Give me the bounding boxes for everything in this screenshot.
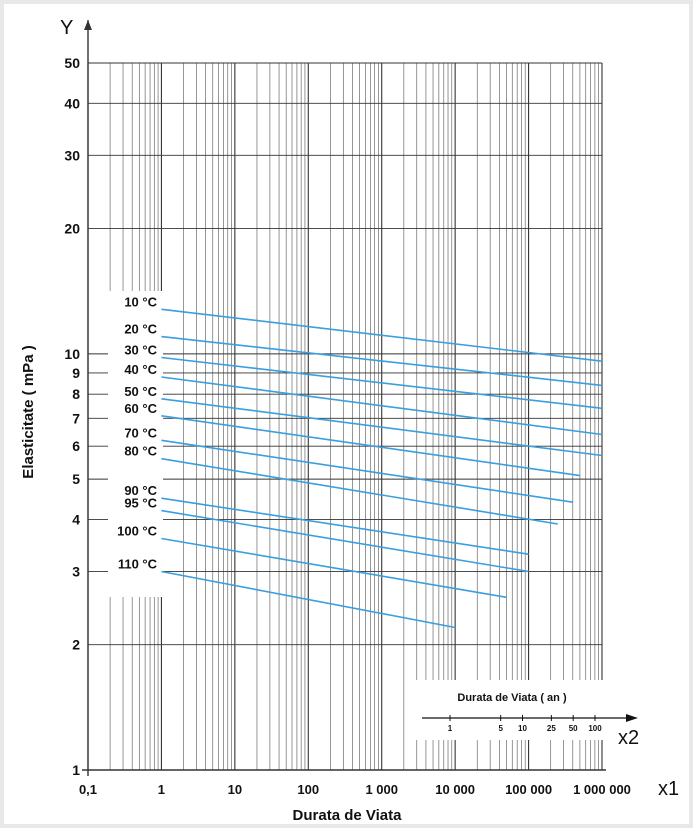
series-label: 90 °C xyxy=(124,483,157,499)
y-tick-label: 40 xyxy=(64,95,80,112)
series-label: 50 °C xyxy=(124,383,157,399)
y-tick-label: 10 xyxy=(64,345,80,362)
y-tick-label: 6 xyxy=(72,438,80,455)
inset-tick-label: 1 xyxy=(447,724,453,733)
series-label: 80 °C xyxy=(124,443,157,459)
series-label: 30 °C xyxy=(124,342,157,358)
y-tick-label: 4 xyxy=(72,511,80,528)
x-tick-label: 1 000 xyxy=(365,782,398,797)
series-label: 60 °C xyxy=(124,400,157,416)
y-tick-label: 8 xyxy=(72,386,80,403)
y-tick-label: 9 xyxy=(72,364,80,381)
y-tick-label: 7 xyxy=(72,410,80,427)
x-tick-label: 100 xyxy=(297,782,320,797)
inset-tick-label: 5 xyxy=(498,724,503,733)
y-tick-label: 3 xyxy=(72,563,80,580)
inset-box xyxy=(414,680,608,740)
x-axis-marker: x1 xyxy=(658,778,680,800)
series-label: 10 °C xyxy=(124,294,157,310)
x-tick-label: 0,1 xyxy=(78,782,98,797)
series-label: 40 °C xyxy=(124,361,157,377)
y-tick-label: 1 xyxy=(72,762,80,778)
inset-tick-label: 100 xyxy=(588,724,602,733)
y-axis-marker: Y xyxy=(60,17,74,39)
x-tick-label: 1 000 000 xyxy=(573,782,631,797)
series-label: 110 °C xyxy=(117,556,157,572)
series-label: 100 °C xyxy=(117,523,157,539)
y-axis-title: Elasticitate ( mPa ) xyxy=(20,345,37,479)
y-tick-label: 50 xyxy=(64,55,80,71)
x-tick-label: 1 xyxy=(157,782,166,797)
y-tick-label: 5 xyxy=(72,471,80,488)
inset-years-axis xyxy=(414,680,639,749)
x-tick-label: 100 000 xyxy=(505,782,553,797)
x-tick-label: 10 000 xyxy=(435,782,476,797)
y-tick-label: 2 xyxy=(72,636,80,653)
y-tick-label: 20 xyxy=(64,220,80,237)
inset-title: Durata de Viata ( an ) xyxy=(457,692,567,704)
x-axis-title: Durata de Viata xyxy=(292,807,402,824)
series-label: 70 °C xyxy=(124,425,157,441)
inset-tick-label: 25 xyxy=(546,724,556,733)
inset-axis-marker: x2 xyxy=(618,727,640,749)
x-tick-label: 10 xyxy=(227,782,243,797)
series-label: 95 °C xyxy=(124,495,157,511)
y-tick-label: 30 xyxy=(64,147,80,164)
series-label: 20 °C xyxy=(124,321,157,337)
inset-tick-label: 50 xyxy=(568,724,578,733)
inset-tick-label: 10 xyxy=(518,724,527,733)
